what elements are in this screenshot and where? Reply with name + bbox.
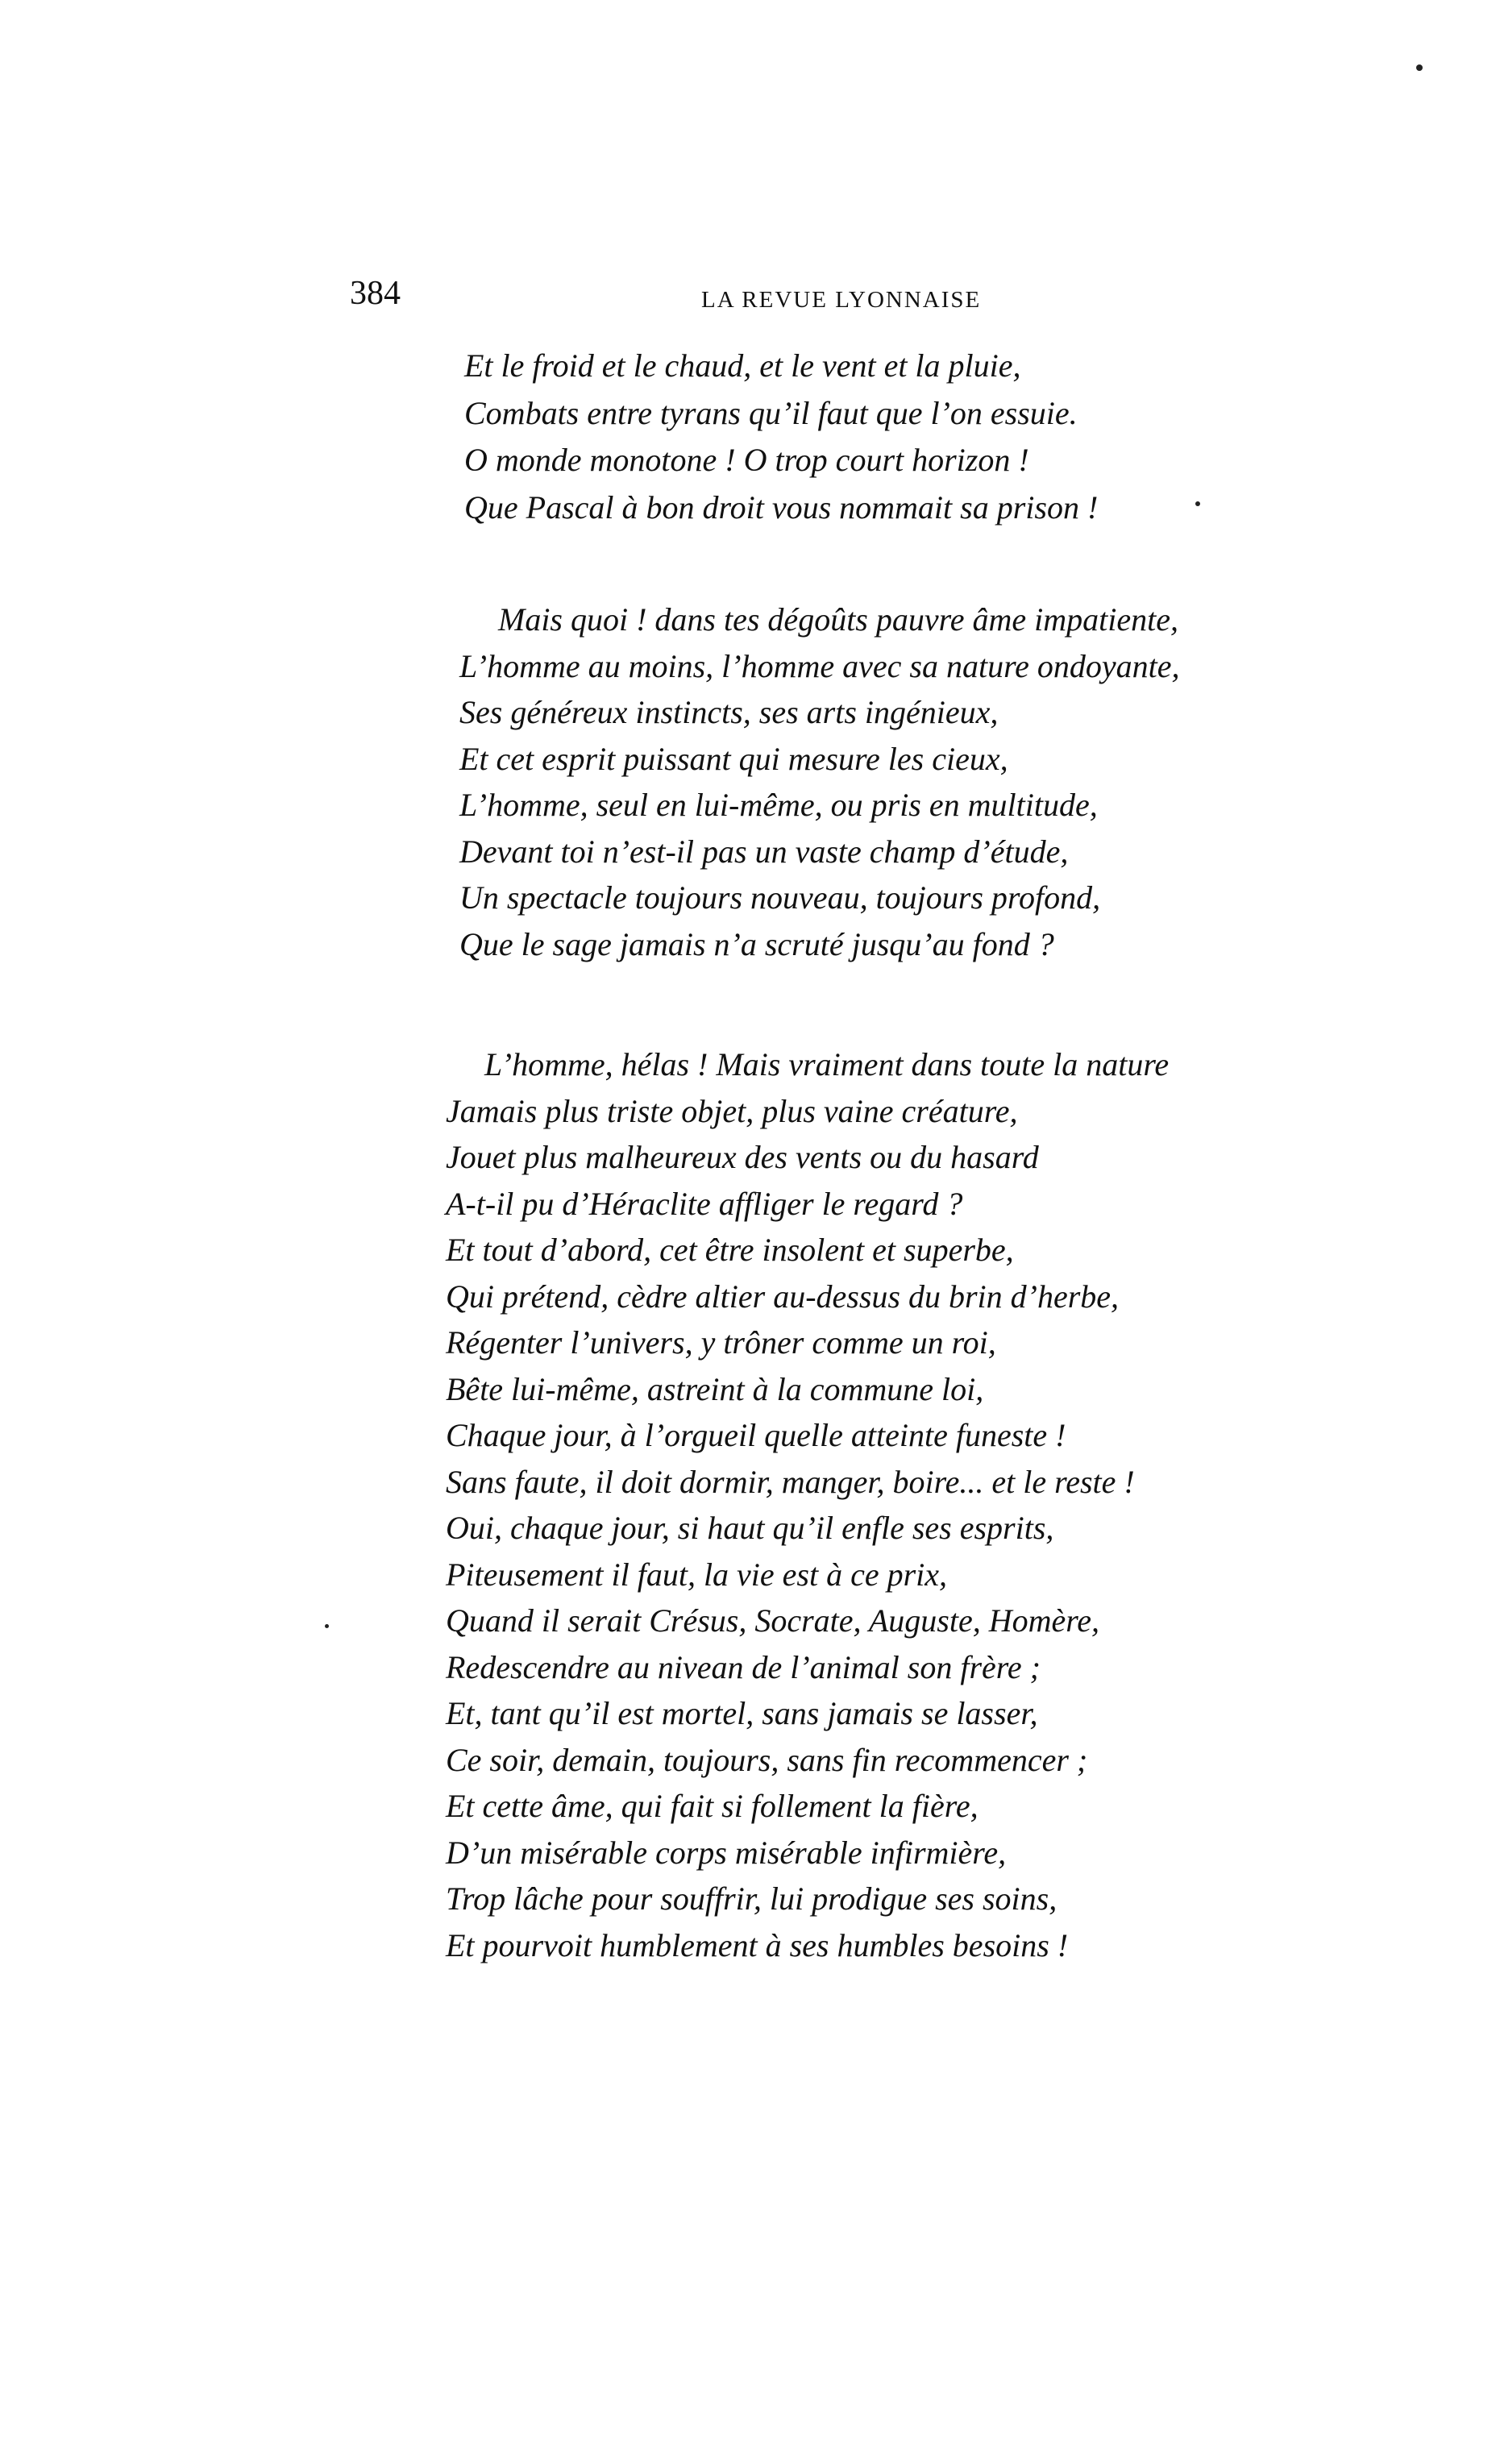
verse-line: Bête lui-même, astreint à la commune loi, [446,1370,984,1407]
verse-line: L’homme au moins, l’homme avec sa nature ondoyante, [459,647,1180,684]
verse-line: Jamais plus triste objet, plus vaine créature, [446,1092,1018,1129]
page-number: 384 [350,275,401,312]
verse-line: Et tout d’abord, cet être insolent et superbe, [446,1232,1014,1268]
verse-line: Et le froid et le chaud, et le vent et la pluie, [464,347,1021,384]
verse-line: Quand il serait Crésus, Socrate, Auguste, Homère, [446,1602,1100,1639]
verse-line: Piteusement il faut, la vie est à ce prix, [446,1556,948,1593]
verse-line: Un spectacle toujours nouveau, toujours profond, [459,879,1101,916]
verse-line: Combats entre tyrans qu’il faut que l’on essuie. [464,394,1078,431]
verse-line: Ce soir, demain, toujours, sans fin recommencer ; [446,1741,1088,1778]
running-title: LA REVUE LYONNAISE [701,287,982,313]
verse-line: Et cette âme, qui fait si follement la fière, [446,1788,979,1824]
stanza-1 [464,343,1098,531]
stanza-3 [446,1041,1169,1968]
scan-speck [1416,64,1423,71]
verse-line: Chaque jour, à l’orgueil quelle atteinte funeste ! [446,1417,1066,1453]
verse-line: Et pourvoit humblement à ses humbles besoins ! [446,1926,1069,1963]
verse-line: Trop lâche pour souffrir, lui prodigue ses soins, [446,1880,1057,1917]
verse-line: Et cet esprit puissant qui mesure les cieux, [459,740,1008,777]
verse-line: Régenter l’univers, y trôner comme un roi, [446,1324,996,1361]
verse-line: A-t-il pu d’Héraclite affliger le regard ? [446,1185,963,1222]
verse-line: Jouet plus malheureux des vents ou du hasard [446,1139,1039,1175]
verse-line: O monde monotone ! O trop court horizon ! [464,442,1029,478]
verse-line: Ses généreux instincts, ses arts ingénieux, [459,694,999,730]
verse-line: Que Pascal à bon droit vous nommait sa prison ! [464,488,1099,526]
verse-line: Et, tant qu’il est mortel, sans jamais se lasser, [446,1695,1038,1731]
verse-line: Oui, chaque jour, si haut qu’il enfle ses esprits, [446,1510,1054,1546]
verse-line: Que le sage jamais n’a scruté jusqu’au fond ? [459,925,1054,962]
verse-line: L’homme, seul en lui-même, ou pris en multitude, [459,787,1098,823]
verse-line: Sans faute, il doit dormir, manger, boire... et le reste ! [446,1463,1135,1500]
verse-line: Qui prétend, cèdre altier au-dessus du brin d’herbe, [446,1278,1120,1315]
scan-speck [325,1624,329,1628]
stanza-2 [459,596,1180,967]
verse-line: D’un misérable corps misérable infirmière, [446,1834,1007,1871]
verse-line: Mais quoi ! dans tes dégoûts pauvre âme impatiente, [498,601,1178,638]
verse-line: L’homme, hélas ! Mais vraiment dans toute la nature [484,1046,1170,1082]
verse-line: Devant toi n’est-il pas un vaste champ d’étude, [459,833,1069,870]
verse-line: Redescendre au nivean de l’animal son frère ; [446,1648,1041,1685]
scan-speck [1195,501,1200,506]
